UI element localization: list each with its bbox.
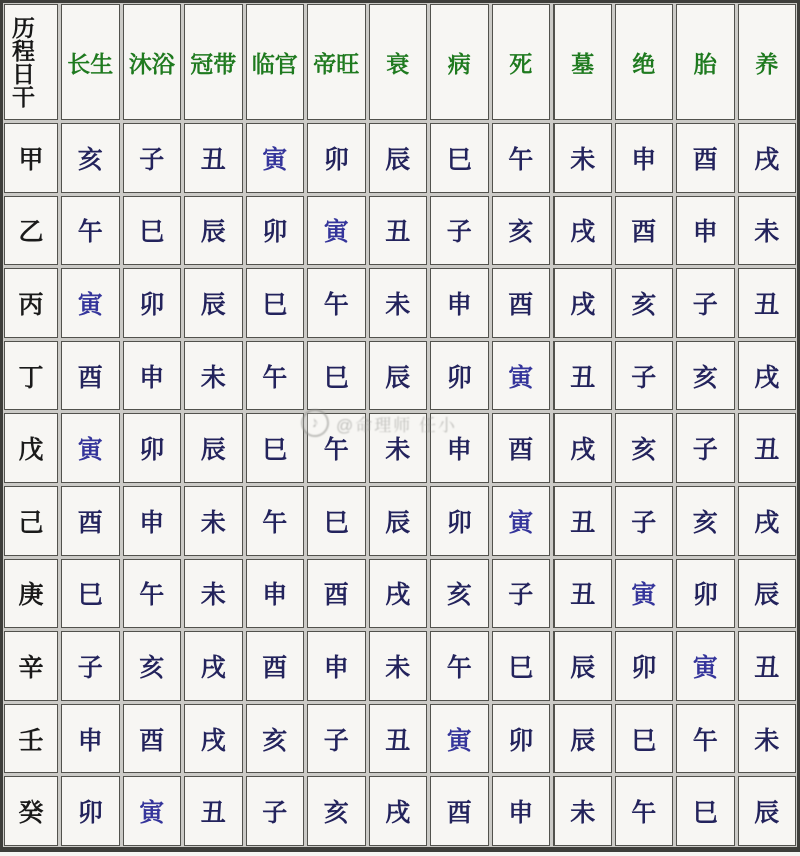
stem-cell-row1 bbox=[4, 123, 58, 193]
branch-cell-r8-c7 bbox=[430, 631, 489, 701]
stage-header-5 bbox=[307, 4, 366, 120]
branch-cell-r9-c6 bbox=[369, 704, 428, 774]
stem-cell-row10 bbox=[4, 776, 58, 846]
branch-cell-r9-c4 bbox=[246, 704, 305, 774]
stage-header-2 bbox=[123, 4, 182, 120]
branch-cell-r6-c7-label: 卯 bbox=[446, 509, 472, 537]
branch-cell-r8-c2 bbox=[123, 631, 182, 701]
branch-cell-r10-c11 bbox=[676, 776, 735, 846]
branch-cell-r5-c4-label: 巳 bbox=[262, 437, 288, 465]
stage-header-7-label: 病 bbox=[447, 51, 471, 77]
branch-cell-r6-c2-label: 申 bbox=[139, 509, 165, 537]
twelve-life-stages-table bbox=[3, 3, 797, 847]
branch-cell-r2-c10-label: 酉 bbox=[631, 219, 657, 247]
stem-cell-row3-label: 丙 bbox=[18, 291, 44, 319]
branch-cell-r1-c10-label: 申 bbox=[631, 146, 657, 174]
branch-cell-r9-c2 bbox=[123, 704, 182, 774]
branch-cell-r2-c12-label: 未 bbox=[754, 219, 780, 247]
corner-label-day-stem: 日干 bbox=[12, 62, 36, 110]
branch-cell-r6-c5 bbox=[307, 486, 366, 556]
branch-cell-r5-c1 bbox=[61, 413, 120, 483]
branch-cell-r9-c10 bbox=[615, 704, 674, 774]
branch-cell-r9-c4-label: 亥 bbox=[262, 727, 288, 755]
branch-cell-r4-c11 bbox=[676, 341, 735, 411]
branch-cell-r8-c6 bbox=[369, 631, 428, 701]
branch-cell-r1-c5 bbox=[307, 123, 366, 193]
stem-cell-row6 bbox=[4, 486, 58, 556]
branch-cell-r2-c11 bbox=[676, 196, 735, 266]
branch-cell-r10-c12-label: 辰 bbox=[754, 800, 780, 828]
branch-cell-r9-c9 bbox=[553, 704, 612, 774]
branch-cell-r1-c5-label: 卯 bbox=[323, 146, 349, 174]
branch-cell-r2-c1 bbox=[61, 196, 120, 266]
branch-cell-r2-c10 bbox=[615, 196, 674, 266]
branch-cell-r3-c9 bbox=[553, 268, 612, 338]
corner-header-cell bbox=[4, 4, 58, 120]
branch-cell-r4-c12 bbox=[738, 341, 797, 411]
stage-header-7 bbox=[430, 4, 489, 120]
branch-cell-r6-c9 bbox=[553, 486, 612, 556]
branch-cell-r6-c11 bbox=[676, 486, 735, 556]
branch-cell-r9-c9-label: 辰 bbox=[570, 727, 596, 755]
branch-cell-r4-c7 bbox=[430, 341, 489, 411]
branch-cell-r7-c11 bbox=[676, 559, 735, 629]
stem-cell-row4-label: 丁 bbox=[18, 364, 44, 392]
branch-cell-r2-c4-label: 卯 bbox=[262, 219, 288, 247]
stem-cell-row6-label: 己 bbox=[18, 509, 44, 537]
stage-header-4 bbox=[246, 4, 305, 120]
branch-cell-r6-c12 bbox=[738, 486, 797, 556]
branch-cell-r8-c3 bbox=[184, 631, 243, 701]
branch-cell-r7-c12-label: 辰 bbox=[754, 582, 780, 610]
branch-cell-r8-c1 bbox=[61, 631, 120, 701]
branch-cell-r3-c4 bbox=[246, 268, 305, 338]
branch-cell-r5-c9-label: 戌 bbox=[570, 437, 596, 465]
branch-cell-r1-c10 bbox=[615, 123, 674, 193]
branch-cell-r2-c3-label: 辰 bbox=[200, 219, 226, 247]
branch-cell-r6-c5-label: 巳 bbox=[323, 509, 349, 537]
branch-cell-r1-c7 bbox=[430, 123, 489, 193]
branch-cell-r4-c7-label: 卯 bbox=[446, 364, 472, 392]
branch-cell-r3-c3 bbox=[184, 268, 243, 338]
branch-cell-r2-c3 bbox=[184, 196, 243, 266]
branch-cell-r8-c8-label: 巳 bbox=[508, 654, 534, 682]
branch-cell-r9-c8-label: 卯 bbox=[508, 727, 534, 755]
branch-cell-r8-c3-label: 戌 bbox=[200, 654, 226, 682]
branch-cell-r5-c2-label: 卯 bbox=[139, 437, 165, 465]
branch-cell-r6-c4-label: 午 bbox=[262, 509, 288, 537]
branch-cell-r5-c12-label: 丑 bbox=[754, 437, 780, 465]
stage-header-2-label: 沐浴 bbox=[128, 51, 175, 77]
branch-cell-r9-c5 bbox=[307, 704, 366, 774]
branch-cell-r7-c10 bbox=[615, 559, 674, 629]
branch-cell-r2-c6-label: 丑 bbox=[385, 219, 411, 247]
branch-cell-r1-c2 bbox=[123, 123, 182, 193]
branch-cell-r9-c7-label: 寅 bbox=[446, 727, 472, 755]
branch-cell-r4-c2-label: 申 bbox=[139, 364, 165, 392]
branch-cell-r5-c5 bbox=[307, 413, 366, 483]
branch-cell-r1-c9-label: 未 bbox=[570, 146, 596, 174]
branch-cell-r3-c10-label: 亥 bbox=[631, 291, 657, 319]
branch-cell-r7-c5-label: 酉 bbox=[323, 582, 349, 610]
branch-cell-r9-c5-label: 子 bbox=[323, 727, 349, 755]
branch-cell-r8-c5-label: 申 bbox=[323, 654, 349, 682]
branch-cell-r10-c6-label: 戌 bbox=[385, 800, 411, 828]
branch-cell-r10-c9 bbox=[553, 776, 612, 846]
branch-cell-r4-c3-label: 未 bbox=[200, 364, 226, 392]
branch-cell-r2-c5 bbox=[307, 196, 366, 266]
branch-cell-r6-c1-label: 酉 bbox=[77, 509, 103, 537]
stem-cell-row5 bbox=[4, 413, 58, 483]
branch-cell-r2-c12 bbox=[738, 196, 797, 266]
branch-cell-r5-c3 bbox=[184, 413, 243, 483]
branch-cell-r3-c11-label: 子 bbox=[692, 291, 718, 319]
stage-header-11-label: 胎 bbox=[693, 51, 717, 77]
branch-cell-r7-c8 bbox=[492, 559, 551, 629]
branch-cell-r3-c8-label: 酉 bbox=[508, 291, 534, 319]
branch-cell-r5-c8 bbox=[492, 413, 551, 483]
corner-label-stages: 历程 bbox=[12, 16, 36, 64]
branch-cell-r10-c8-label: 申 bbox=[508, 800, 534, 828]
stem-cell-row2 bbox=[4, 196, 58, 266]
branch-cell-r4-c10 bbox=[615, 341, 674, 411]
stage-header-9-label: 墓 bbox=[571, 51, 595, 77]
branch-cell-r5-c11 bbox=[676, 413, 735, 483]
stage-header-9 bbox=[553, 4, 612, 120]
branch-cell-r5-c1-label: 寅 bbox=[77, 437, 103, 465]
branch-cell-r6-c9-label: 丑 bbox=[570, 509, 596, 537]
branch-cell-r6-c10 bbox=[615, 486, 674, 556]
branch-cell-r10-c7 bbox=[430, 776, 489, 846]
branch-cell-r2-c8-label: 亥 bbox=[508, 219, 534, 247]
stem-cell-row8-label: 辛 bbox=[18, 654, 44, 682]
branch-cell-r5-c11-label: 子 bbox=[692, 437, 718, 465]
branch-cell-r8-c4-label: 酉 bbox=[262, 654, 288, 682]
stem-cell-row2-label: 乙 bbox=[18, 219, 44, 247]
branch-cell-r8-c4 bbox=[246, 631, 305, 701]
branch-cell-r8-c8 bbox=[492, 631, 551, 701]
branch-cell-r3-c3-label: 辰 bbox=[200, 291, 226, 319]
branch-cell-r2-c9-label: 戌 bbox=[570, 219, 596, 247]
branch-cell-r10-c4-label: 子 bbox=[262, 800, 288, 828]
branch-cell-r7-c2 bbox=[123, 559, 182, 629]
branch-cell-r4-c3 bbox=[184, 341, 243, 411]
stage-header-12-label: 养 bbox=[755, 51, 779, 77]
branch-cell-r6-c3-label: 未 bbox=[200, 509, 226, 537]
branch-cell-r9-c7 bbox=[430, 704, 489, 774]
branch-cell-r5-c7-label: 申 bbox=[446, 437, 472, 465]
branch-cell-r1-c4-label: 寅 bbox=[262, 146, 288, 174]
branch-cell-r1-c7-label: 巳 bbox=[446, 146, 472, 174]
branch-cell-r8-c9 bbox=[553, 631, 612, 701]
branch-cell-r10-c5-label: 亥 bbox=[323, 800, 349, 828]
branch-cell-r10-c4 bbox=[246, 776, 305, 846]
branch-cell-r5-c5-label: 午 bbox=[323, 437, 349, 465]
branch-cell-r3-c9-label: 戌 bbox=[570, 291, 596, 319]
branch-cell-r7-c7-label: 亥 bbox=[446, 582, 472, 610]
branch-cell-r2-c7 bbox=[430, 196, 489, 266]
stage-header-1 bbox=[61, 4, 120, 120]
branch-cell-r5-c2 bbox=[123, 413, 182, 483]
branch-cell-r6-c11-label: 亥 bbox=[692, 509, 718, 537]
branch-cell-r3-c2-label: 卯 bbox=[139, 291, 165, 319]
branch-cell-r4-c9-label: 丑 bbox=[570, 364, 596, 392]
branch-cell-r6-c8-label: 寅 bbox=[508, 509, 534, 537]
music-note-icon: ♪ bbox=[298, 406, 331, 439]
branch-cell-r10-c11-label: 巳 bbox=[692, 800, 718, 828]
branch-cell-r7-c10-label: 寅 bbox=[631, 582, 657, 610]
branch-cell-r6-c10-label: 子 bbox=[631, 509, 657, 537]
branch-cell-r9-c12-label: 未 bbox=[754, 727, 780, 755]
branch-cell-r5-c3-label: 辰 bbox=[200, 437, 226, 465]
branch-cell-r9-c3 bbox=[184, 704, 243, 774]
branch-cell-r1-c9 bbox=[553, 123, 612, 193]
branch-cell-r7-c1-label: 巳 bbox=[77, 582, 103, 610]
branch-cell-r7-c11-label: 卯 bbox=[692, 582, 718, 610]
branch-cell-r1-c11 bbox=[676, 123, 735, 193]
branch-cell-r8-c9-label: 辰 bbox=[570, 654, 596, 682]
branch-cell-r3-c10 bbox=[615, 268, 674, 338]
branch-cell-r2-c5-label: 寅 bbox=[323, 219, 349, 247]
branch-cell-r7-c6-label: 戌 bbox=[385, 582, 411, 610]
branch-cell-r10-c12 bbox=[738, 776, 797, 846]
branch-cell-r7-c9 bbox=[553, 559, 612, 629]
branch-cell-r2-c8 bbox=[492, 196, 551, 266]
branch-cell-r1-c1-label: 亥 bbox=[77, 146, 103, 174]
branch-cell-r3-c2 bbox=[123, 268, 182, 338]
branch-cell-r4-c1-label: 酉 bbox=[77, 364, 103, 392]
branch-cell-r3-c11 bbox=[676, 268, 735, 338]
stage-header-10 bbox=[615, 4, 674, 120]
branch-cell-r3-c5-label: 午 bbox=[323, 291, 349, 319]
branch-cell-r7-c7 bbox=[430, 559, 489, 629]
branch-cell-r3-c4-label: 巳 bbox=[262, 291, 288, 319]
branch-cell-r6-c1 bbox=[61, 486, 120, 556]
branch-cell-r1-c2-label: 子 bbox=[139, 146, 165, 174]
branch-cell-r10-c1-label: 卯 bbox=[77, 800, 103, 828]
branch-cell-r4-c5-label: 巳 bbox=[323, 364, 349, 392]
branch-cell-r3-c8 bbox=[492, 268, 551, 338]
branch-cell-r4-c6 bbox=[369, 341, 428, 411]
branch-cell-r4-c8-label: 寅 bbox=[508, 364, 534, 392]
stage-header-3 bbox=[184, 4, 243, 120]
branch-cell-r7-c9-label: 丑 bbox=[570, 582, 596, 610]
branch-cell-r7-c6 bbox=[369, 559, 428, 629]
stage-header-4-label: 临官 bbox=[251, 51, 298, 77]
branch-cell-r9-c2-label: 酉 bbox=[139, 727, 165, 755]
branch-cell-r9-c10-label: 巳 bbox=[631, 727, 657, 755]
branch-cell-r6-c2 bbox=[123, 486, 182, 556]
branch-cell-r7-c12 bbox=[738, 559, 797, 629]
stage-header-5-label: 帝旺 bbox=[313, 51, 360, 77]
branch-cell-r1-c8-label: 午 bbox=[508, 146, 534, 174]
stem-cell-row4 bbox=[4, 341, 58, 411]
branch-cell-r7-c5 bbox=[307, 559, 366, 629]
branch-cell-r9-c8 bbox=[492, 704, 551, 774]
branch-cell-r3-c6-label: 未 bbox=[385, 291, 411, 319]
branch-cell-r4-c6-label: 辰 bbox=[385, 364, 411, 392]
branch-cell-r3-c5 bbox=[307, 268, 366, 338]
branch-cell-r9-c12 bbox=[738, 704, 797, 774]
branch-cell-r1-c12-label: 戌 bbox=[754, 146, 780, 174]
stage-header-10-label: 绝 bbox=[632, 51, 656, 77]
branch-cell-r2-c9 bbox=[553, 196, 612, 266]
stem-cell-row7 bbox=[4, 559, 58, 629]
branch-cell-r9-c1 bbox=[61, 704, 120, 774]
branch-cell-r9-c3-label: 戌 bbox=[200, 727, 226, 755]
branch-cell-r1-c8 bbox=[492, 123, 551, 193]
branch-cell-r3-c12-label: 丑 bbox=[754, 291, 780, 319]
stem-cell-row8 bbox=[4, 631, 58, 701]
branch-cell-r6-c12-label: 戌 bbox=[754, 509, 780, 537]
stage-header-8 bbox=[492, 4, 551, 120]
branch-cell-r5-c6 bbox=[369, 413, 428, 483]
stem-cell-row3 bbox=[4, 268, 58, 338]
branch-cell-r9-c6-label: 丑 bbox=[385, 727, 411, 755]
branch-cell-r2-c7-label: 子 bbox=[446, 219, 472, 247]
branch-cell-r6-c4 bbox=[246, 486, 305, 556]
stage-header-8-label: 死 bbox=[509, 51, 533, 77]
branch-cell-r6-c6 bbox=[369, 486, 428, 556]
stem-cell-row10-label: 癸 bbox=[18, 800, 44, 828]
branch-cell-r7-c8-label: 子 bbox=[508, 582, 534, 610]
branch-cell-r1-c11-label: 酉 bbox=[692, 146, 718, 174]
branch-cell-r2-c11-label: 申 bbox=[692, 219, 718, 247]
stage-header-1-label: 长生 bbox=[67, 51, 114, 77]
branch-cell-r2-c2-label: 巳 bbox=[139, 219, 165, 247]
stem-cell-row1-label: 甲 bbox=[18, 146, 44, 174]
branch-cell-r8-c11-label: 寅 bbox=[692, 654, 718, 682]
branch-cell-r1-c4 bbox=[246, 123, 305, 193]
branch-cell-r1-c3 bbox=[184, 123, 243, 193]
branch-cell-r8-c10 bbox=[615, 631, 674, 701]
branch-cell-r10-c2 bbox=[123, 776, 182, 846]
stem-cell-row5-label: 戊 bbox=[18, 437, 44, 465]
stem-cell-row7-label: 庚 bbox=[18, 582, 44, 610]
branch-cell-r6-c6-label: 辰 bbox=[385, 509, 411, 537]
branch-cell-r5-c10 bbox=[615, 413, 674, 483]
branch-cell-r9-c1-label: 申 bbox=[77, 727, 103, 755]
branch-cell-r10-c8 bbox=[492, 776, 551, 846]
branch-cell-r5-c4 bbox=[246, 413, 305, 483]
branch-cell-r10-c5 bbox=[307, 776, 366, 846]
stem-cell-row9 bbox=[4, 704, 58, 774]
branch-cell-r4-c5 bbox=[307, 341, 366, 411]
branch-cell-r7-c2-label: 午 bbox=[139, 582, 165, 610]
branch-cell-r9-c11-label: 午 bbox=[692, 727, 718, 755]
branch-cell-r6-c3 bbox=[184, 486, 243, 556]
branch-cell-r8-c7-label: 午 bbox=[446, 654, 472, 682]
branch-cell-r8-c2-label: 亥 bbox=[139, 654, 165, 682]
branch-cell-r3-c6 bbox=[369, 268, 428, 338]
branch-cell-r2-c4 bbox=[246, 196, 305, 266]
branch-cell-r6-c7 bbox=[430, 486, 489, 556]
branch-cell-r1-c12 bbox=[738, 123, 797, 193]
branch-cell-r10-c10 bbox=[615, 776, 674, 846]
stage-header-6 bbox=[369, 4, 428, 120]
branch-cell-r4-c8 bbox=[492, 341, 551, 411]
branch-cell-r5-c10-label: 亥 bbox=[631, 437, 657, 465]
branch-cell-r4-c4 bbox=[246, 341, 305, 411]
branch-cell-r7-c4 bbox=[246, 559, 305, 629]
branch-cell-r2-c6 bbox=[369, 196, 428, 266]
branch-cell-r10-c3 bbox=[184, 776, 243, 846]
branch-cell-r4-c11-label: 亥 bbox=[692, 364, 718, 392]
branch-cell-r1-c3-label: 丑 bbox=[200, 146, 226, 174]
branch-cell-r8-c10-label: 卯 bbox=[631, 654, 657, 682]
branch-cell-r6-c8 bbox=[492, 486, 551, 556]
branch-cell-r2-c1-label: 午 bbox=[77, 219, 103, 247]
branch-cell-r7-c1 bbox=[61, 559, 120, 629]
branch-cell-r10-c3-label: 丑 bbox=[200, 800, 226, 828]
branch-cell-r4-c10-label: 子 bbox=[631, 364, 657, 392]
stem-cell-row9-label: 壬 bbox=[18, 727, 44, 755]
branch-cell-r1-c6 bbox=[369, 123, 428, 193]
branch-cell-r10-c6 bbox=[369, 776, 428, 846]
branch-cell-r5-c9 bbox=[553, 413, 612, 483]
branch-cell-r3-c1-label: 寅 bbox=[77, 291, 103, 319]
branch-cell-r4-c2 bbox=[123, 341, 182, 411]
branch-cell-r5-c8-label: 酉 bbox=[508, 437, 534, 465]
branch-cell-r3-c7-label: 申 bbox=[446, 291, 472, 319]
branch-cell-r10-c10-label: 午 bbox=[631, 800, 657, 828]
branch-cell-r4-c1 bbox=[61, 341, 120, 411]
branch-cell-r8-c5 bbox=[307, 631, 366, 701]
branch-cell-r10-c1 bbox=[61, 776, 120, 846]
branch-cell-r9-c11 bbox=[676, 704, 735, 774]
branch-cell-r8-c6-label: 未 bbox=[385, 654, 411, 682]
branch-cell-r8-c1-label: 子 bbox=[77, 654, 103, 682]
branch-cell-r10-c7-label: 酉 bbox=[446, 800, 472, 828]
branch-cell-r5-c12 bbox=[738, 413, 797, 483]
watermark-text: @命理师 任小 bbox=[336, 415, 457, 435]
branch-cell-r8-c12-label: 丑 bbox=[754, 654, 780, 682]
branch-cell-r5-c7 bbox=[430, 413, 489, 483]
branch-cell-r8-c11 bbox=[676, 631, 735, 701]
branch-cell-r2-c2 bbox=[123, 196, 182, 266]
stage-header-6-label: 衰 bbox=[386, 51, 410, 77]
branch-cell-r4-c9 bbox=[553, 341, 612, 411]
branch-cell-r10-c9-label: 未 bbox=[570, 800, 596, 828]
branch-cell-r7-c3 bbox=[184, 559, 243, 629]
branch-cell-r4-c12-label: 戌 bbox=[754, 364, 780, 392]
branch-cell-r7-c4-label: 申 bbox=[262, 582, 288, 610]
stage-header-3-label: 冠带 bbox=[190, 51, 237, 77]
branch-cell-r8-c12 bbox=[738, 631, 797, 701]
stage-header-11 bbox=[676, 4, 735, 120]
branch-cell-r4-c4-label: 午 bbox=[262, 364, 288, 392]
branch-cell-r3-c1 bbox=[61, 268, 120, 338]
branch-cell-r5-c6-label: 未 bbox=[385, 437, 411, 465]
branch-cell-r7-c3-label: 未 bbox=[200, 582, 226, 610]
branch-cell-r10-c2-label: 寅 bbox=[139, 800, 165, 828]
branch-cell-r1-c6-label: 辰 bbox=[385, 146, 411, 174]
branch-cell-r3-c12 bbox=[738, 268, 797, 338]
stage-header-12 bbox=[738, 4, 797, 120]
branch-cell-r1-c1 bbox=[61, 123, 120, 193]
branch-cell-r3-c7 bbox=[430, 268, 489, 338]
